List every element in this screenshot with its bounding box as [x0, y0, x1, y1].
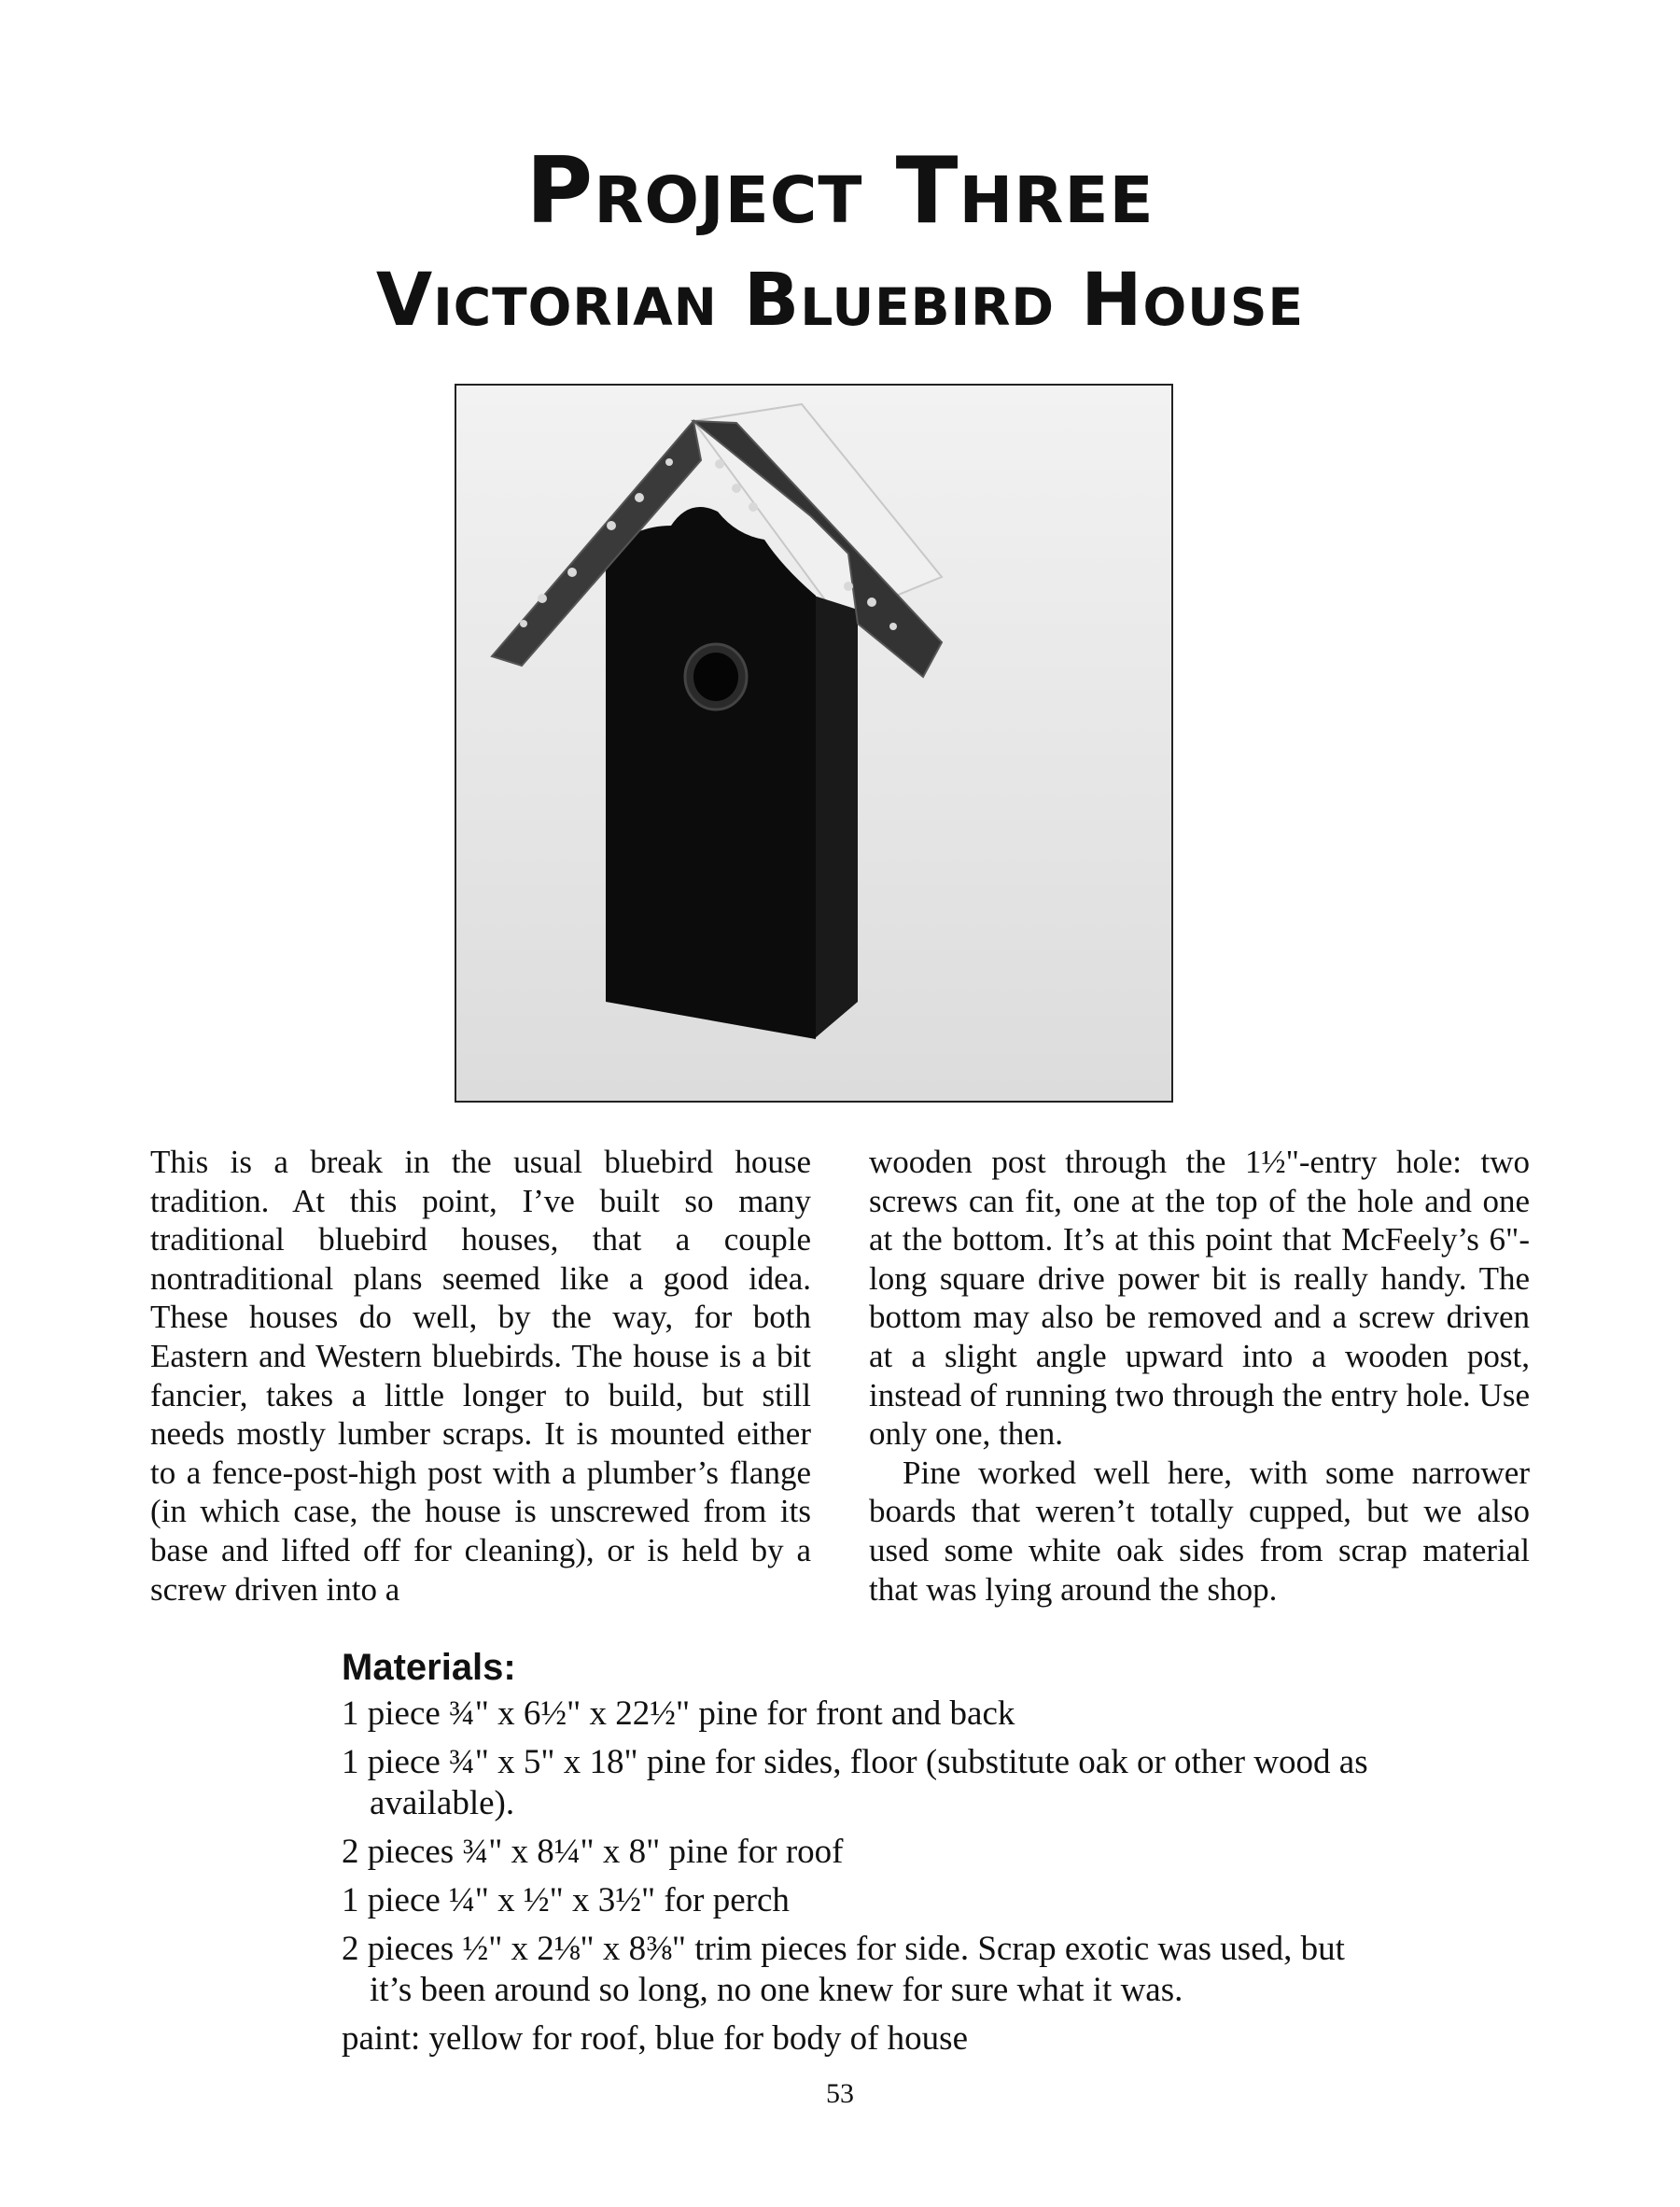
materials-heading: Materials:: [342, 1647, 516, 1688]
body-paragraph: This is a break in the usual bluebird house tradition. At this point, I’ve built so many traditional bluebird houses, that a couple nontraditional plans seemed like a good idea. These houses do well, by the way, for both Eastern and Western bluebirds. The house is a bit fancier, takes a little longer to build, but still needs mostly lumber scraps. It is mounted either to a fence-post-high post with a plumber’s flange (in which case, the house is unscrewed from its base and lifted off for cleaning), or is held by a screw driven into a: [150, 1144, 811, 1608]
materials-item: 2 pieces ½" x 2⅛" x 8⅜" trim pieces for side. Scrap exotic was used, but it’s been around so long, no one knew for sure what it was.: [342, 1930, 1345, 2009]
materials-list: [342, 1645, 1387, 2067]
project-title: Project Three: [525, 138, 1155, 245]
page-number: 53: [826, 2078, 854, 2109]
body-paragraph: Pine worked well here, with some narrower boards that weren’t totally cupped, but we also used some white oak sides from scrap material that was lying around the shop.: [869, 1454, 1530, 1608]
body-column-right: [869, 1143, 1530, 1609]
birdhouse-photo: [455, 384, 1173, 1103]
materials-item: 1 piece ¾" x 6½" x 22½" pine for front and back: [342, 1694, 1015, 1733]
body-column-left: [150, 1143, 811, 1609]
project-subtitle: Victorian Bluebird House: [375, 259, 1305, 343]
materials-item: 2 pieces ¾" x 8¼" x 8" pine for roof: [342, 1833, 844, 1871]
materials-item: 1 piece ¾" x 5" x 18" pine for sides, floor (substitute oak or other wood as available).: [342, 1743, 1368, 1822]
materials-item: paint: yellow for roof, blue for body of house: [342, 2019, 968, 2058]
materials-item: 1 piece ¼" x ½" x 3½" for perch: [342, 1881, 790, 1919]
body-paragraph: wooden post through the 1½"-entry hole: two screws can fit, one at the top of the hole and one at the bottom. It’s at this point that McFeely’s 6"-long square drive power bit is really handy. The bottom may also be removed and a screw driven at a slight angle upward into a wooden post, instead of running two through the entry hole. Use only one, then.: [869, 1144, 1530, 1453]
